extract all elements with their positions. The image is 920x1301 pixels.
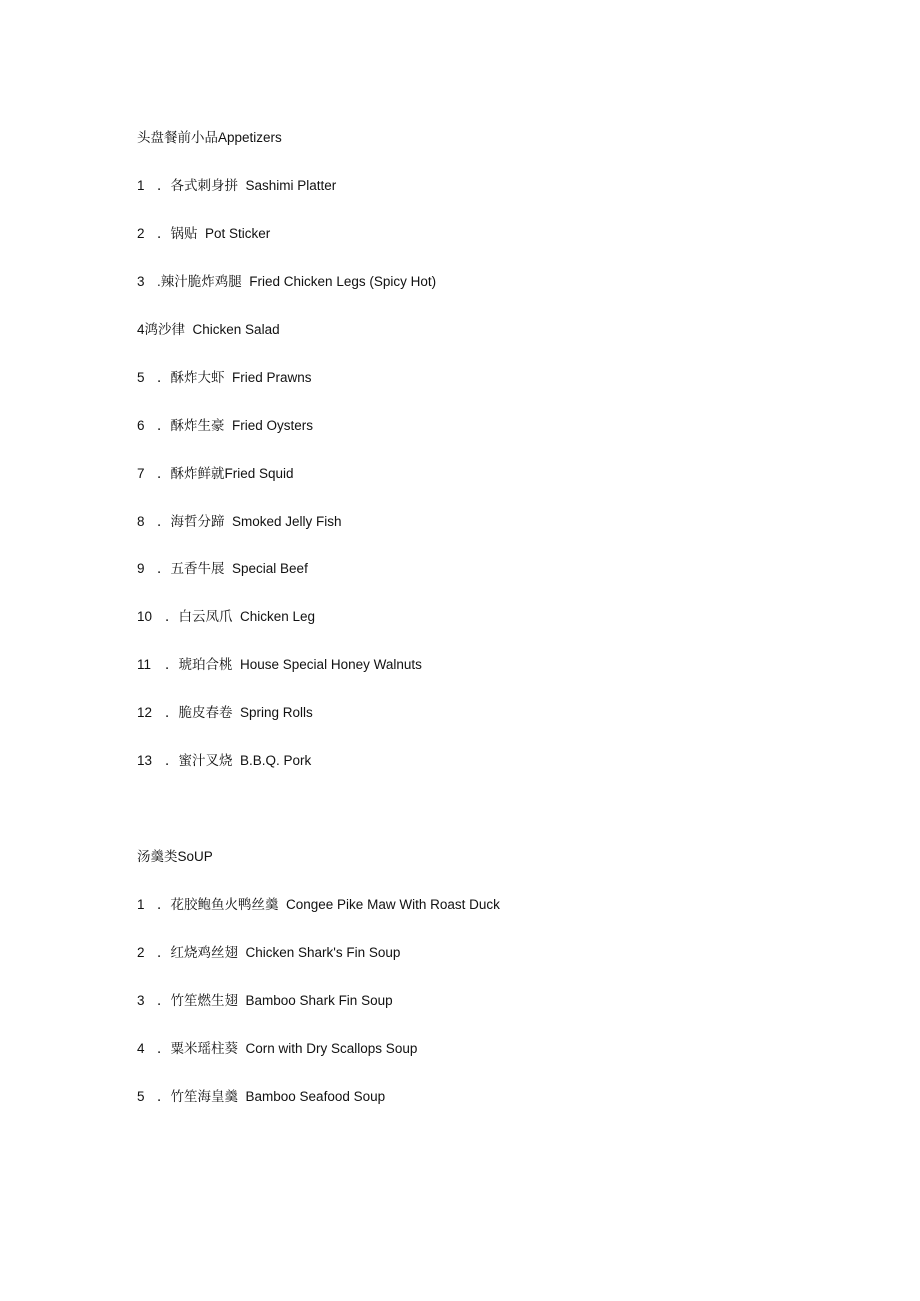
item-separator: ． xyxy=(165,657,179,672)
item-number: 3 xyxy=(137,274,145,289)
item-chinese-name: 白云凤爪 xyxy=(178,609,233,625)
item-english-name: Fried Prawns xyxy=(232,370,312,385)
item-separator: ． xyxy=(157,514,171,529)
section-heading-appetizers: 头盘餐前小品Appetizers xyxy=(137,130,282,145)
item-english-name: Fried Chicken Legs (Spicy Hot) xyxy=(249,274,437,289)
item-separator: ． xyxy=(157,897,171,912)
item-separator: ． xyxy=(165,705,179,720)
item-separator: ． xyxy=(157,1089,171,1104)
menu-item xyxy=(137,895,500,915)
item-chinese-name: 辣汁脆炸鸡腿 xyxy=(160,274,242,290)
item-english-name: Smoked Jelly Fish xyxy=(232,514,342,529)
item-chinese-name: 脆皮春卷 xyxy=(178,705,233,721)
item-separator: ． xyxy=(157,418,171,433)
menu-item xyxy=(137,1039,417,1059)
item-english-name: Bamboo Shark Fin Soup xyxy=(245,993,393,1008)
item-number: 10 xyxy=(137,609,153,624)
item-english-name: Corn with Dry Scallops Soup xyxy=(245,1041,418,1056)
item-separator: ． xyxy=(157,370,171,385)
item-chinese-name: 酥炸鲜就 xyxy=(170,466,225,482)
menu-item xyxy=(137,703,313,723)
item-number: 13 xyxy=(137,753,153,768)
item-english-name: Special Beef xyxy=(232,561,308,576)
menu-item xyxy=(137,655,422,675)
item-chinese-name: 锅贴 xyxy=(170,226,198,242)
menu-item xyxy=(137,512,342,532)
item-chinese-name: 酥炸大虾 xyxy=(170,370,225,386)
menu-item xyxy=(137,464,294,484)
item-chinese-name: 花胶鲍鱼火鸭丝羹 xyxy=(170,897,279,913)
item-number: 1 xyxy=(137,897,145,912)
item-number: 2 xyxy=(137,945,145,960)
item-separator: ． xyxy=(157,226,171,241)
item-chinese-name: 蜜汁叉烧 xyxy=(178,753,233,769)
item-english-name: Chicken Salad xyxy=(192,322,280,337)
item-separator: ． xyxy=(157,1041,171,1056)
menu-item xyxy=(137,224,270,244)
item-number: 11 xyxy=(137,657,152,672)
item-english-name: Chicken Leg xyxy=(240,609,316,624)
item-number: 4 xyxy=(137,322,145,337)
item-chinese-name: 竹笙燃生翅 xyxy=(170,993,238,1009)
menu-item xyxy=(137,559,308,579)
item-number: 5 xyxy=(137,370,145,385)
item-chinese-name: 红烧鸡丝翅 xyxy=(170,945,238,961)
item-separator: ． xyxy=(165,753,179,768)
menu-item xyxy=(137,1087,385,1107)
item-english-name: Chicken Shark's Fin Soup xyxy=(245,945,401,960)
menu-item xyxy=(137,751,311,771)
section-heading-soup: 汤羹类SoUP xyxy=(137,849,213,864)
item-separator: ． xyxy=(157,945,171,960)
menu-item xyxy=(137,607,315,627)
item-number: 12 xyxy=(137,705,153,720)
item-number: 5 xyxy=(137,1089,145,1104)
item-english-name: B.B.Q. Pork xyxy=(240,753,312,768)
item-english-name: Bamboo Seafood Soup xyxy=(245,1089,386,1104)
item-number: 6 xyxy=(137,418,145,433)
item-separator: ． xyxy=(157,466,171,481)
item-number: 2 xyxy=(137,226,145,241)
item-chinese-name: 酥炸生豪 xyxy=(170,418,225,434)
item-english-name: Pot Sticker xyxy=(205,226,271,241)
menu-item xyxy=(137,368,312,388)
item-chinese-name: 竹笙海皇羹 xyxy=(170,1089,238,1105)
item-number: 9 xyxy=(137,561,145,576)
item-chinese-name: 海哲分蹄 xyxy=(170,514,225,530)
item-english-name: House Special Honey Walnuts xyxy=(240,657,422,672)
item-separator: ． xyxy=(157,993,171,1008)
item-english-name: Fried Oysters xyxy=(232,418,314,433)
item-separator: ． xyxy=(165,609,179,624)
item-separator: ． xyxy=(157,561,171,576)
item-chinese-name: 各式刺身拼 xyxy=(170,178,238,194)
item-english-name: Spring Rolls xyxy=(240,705,313,720)
item-chinese-name: 五香牛展 xyxy=(170,561,225,577)
item-chinese-name: 鸿沙律 xyxy=(144,322,186,338)
item-english-name: Congee Pike Maw With Roast Duck xyxy=(286,897,500,912)
item-number: 4 xyxy=(137,1041,145,1056)
item-chinese-name: 粟米瑶柱葵 xyxy=(170,1041,238,1057)
item-number: 1 xyxy=(137,178,145,193)
menu-item xyxy=(137,272,436,292)
menu-item xyxy=(137,416,313,436)
item-english-name: Sashimi Platter xyxy=(245,178,337,193)
menu-item xyxy=(137,176,336,196)
item-number: 3 xyxy=(137,993,145,1008)
item-chinese-name: 琥珀合桃 xyxy=(178,657,233,673)
menu-item xyxy=(137,320,280,340)
item-number: 8 xyxy=(137,514,145,529)
item-separator: ． xyxy=(157,178,171,193)
item-separator: . xyxy=(157,274,161,289)
menu-item xyxy=(137,943,400,963)
item-english-name: Fried Squid xyxy=(224,466,294,481)
menu-item xyxy=(137,991,393,1011)
item-number: 7 xyxy=(137,466,145,481)
